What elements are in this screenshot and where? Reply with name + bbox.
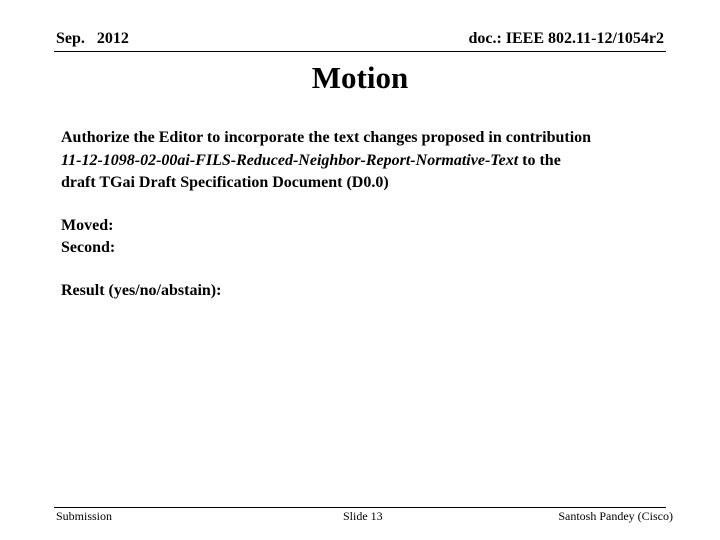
slide-body [61,127,671,302]
contribution-reference: 11-12-1098-02-00ai-FILS-Reduced-Neighbor-Report-Normative-Text [61,151,519,169]
footer-submission: Submission [56,509,113,523]
header-document-id: doc.: IEEE 802.11-12/1054r2 [468,30,664,47]
header-divider [54,51,666,52]
motion-line-1: Authorize the Editor to incorporate the text changes proposed in contribution [61,129,592,146]
footer-slide-number: Slide 13 [343,509,383,523]
footer-author: Santosh Pandey (Cisco) [558,509,673,523]
result-label: Result (yes/no/abstain): [61,281,222,299]
moved-label: Moved: [61,216,114,234]
second-label: Second: [61,239,116,256]
footer-divider [54,507,666,508]
motion-line-2-suffix: to the [518,151,561,169]
motion-text [61,127,671,195]
header-date: Sep. 2012 [56,30,129,47]
slide-title: Motion [311,60,409,95]
motion-line-3: draft TGai Draft Specification Document (D0.0) [61,174,389,191]
vote-fields [61,215,671,260]
